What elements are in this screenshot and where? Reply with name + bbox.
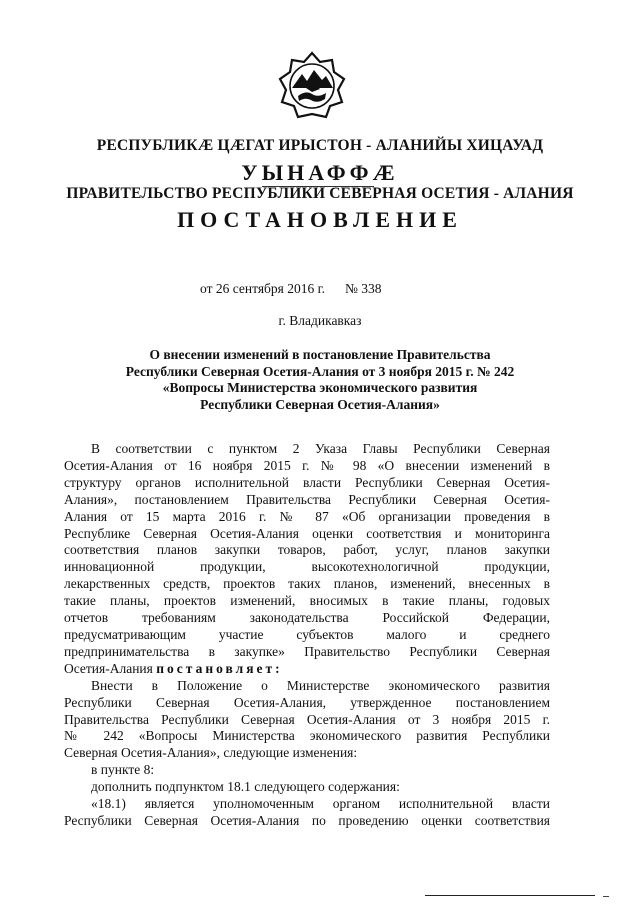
body-line: Республики Северная Осетия-Алания по проведению оценки соответствия: [64, 812, 550, 828]
document-date: от 26 сентября 2016 г.: [200, 281, 325, 296]
body-line: соответствия планов закупки товаров, работ, услуг, планов закупки: [64, 542, 550, 558]
body-line: Правительства Республики Северная Осетия-Алания от 3 ноября 2015 г.: [64, 711, 550, 727]
body-line-text: Осетия-Алания: [64, 660, 157, 676]
body-line: Внести в Положение о Министерстве экономического развития: [91, 677, 550, 693]
body-line: № 242 «Вопросы Министерства экономического развития Республики: [64, 728, 550, 744]
body-line: Алания от 15 марта 2016 г. № 87 «Об организации проведения в: [64, 508, 550, 524]
document-title: [80, 347, 560, 413]
body-line: предпринимательства в закупке» Правительство Республики Северная: [64, 643, 550, 659]
body-line: Осетия-Алания от 16 ноября 2015 г. № 98 «О внесении изменений в: [64, 457, 550, 473]
footer-mark: [603, 896, 609, 897]
body-line: «18.1) является уполномоченным органом исполнительной власти: [91, 796, 550, 812]
ossetian-government-heading: РЕСПУБЛИКӔ ЦӔГАТ ИРЫСТОН - АЛАНИЙЫ ХИЦАУАД: [96, 137, 544, 154]
ossetian-doc-type-heading: УЫНАФФӔ: [241, 160, 399, 185]
body-line: Северная Осетия-Алания», следующие изменения:: [64, 745, 358, 761]
title-line: Республики Северная Осетия-Алания»: [200, 396, 440, 412]
body-line: структуру органов исполнительной власти Республики Северная Осетия-: [64, 474, 550, 490]
document-body: [64, 441, 550, 830]
body-line: в пункте 8:: [91, 762, 155, 778]
government-heading: ПРАВИТЕЛЬСТВО РЕСПУБЛИКИ СЕВЕРНАЯ ОСЕТИЯ - АЛАНИЯ: [66, 185, 574, 202]
coat-of-arms-emblem: [276, 50, 348, 122]
body-line: дополнить подпунктом 18.1 следующего содержания:: [91, 779, 400, 795]
body-line: [64, 661, 550, 678]
city: г. Владикавказ: [278, 313, 362, 328]
body-line: Республики Северная Осетия-Алания, утвержденное постановлением: [64, 694, 550, 710]
body-line: Республике Северная Осетия-Алания оценки соответствия и мониторинга: [64, 525, 550, 541]
body-line: инновационной продукции, высокотехнологичной продукции,: [64, 559, 550, 575]
decree-keyword: постановляет:: [156, 660, 283, 676]
title-line: Республики Северная Осетия-Алания от 3 ноября 2015 г. № 242: [125, 363, 515, 379]
title-line: «Вопросы Министерства экономического развития: [162, 380, 478, 395]
body-line: отчетов требованиям законодательства Российской Федерации,: [64, 610, 550, 626]
title-line: О внесении изменений в постановление Правительства: [149, 347, 491, 362]
document-number: № 338: [345, 281, 382, 296]
body-line: лекарственных средств, проектов таких планов, изменений, внесенных в: [64, 576, 550, 592]
body-line: В соответствии с пунктом 2 Указа Главы Республики Северная: [91, 441, 550, 456]
body-line: предусматривающим участие субъектов малого и среднего: [64, 626, 550, 642]
doc-type-heading: ПОСТАНОВЛЕНИЕ: [177, 207, 463, 232]
date-number-line: [200, 281, 382, 297]
footer-rule: [425, 895, 595, 896]
body-line: такие планы, проектов изменений, вносимых в такие планы, годовых: [64, 593, 550, 609]
body-line: Алания», постановлением Правительства Республики Северная Осетия-: [64, 491, 550, 507]
